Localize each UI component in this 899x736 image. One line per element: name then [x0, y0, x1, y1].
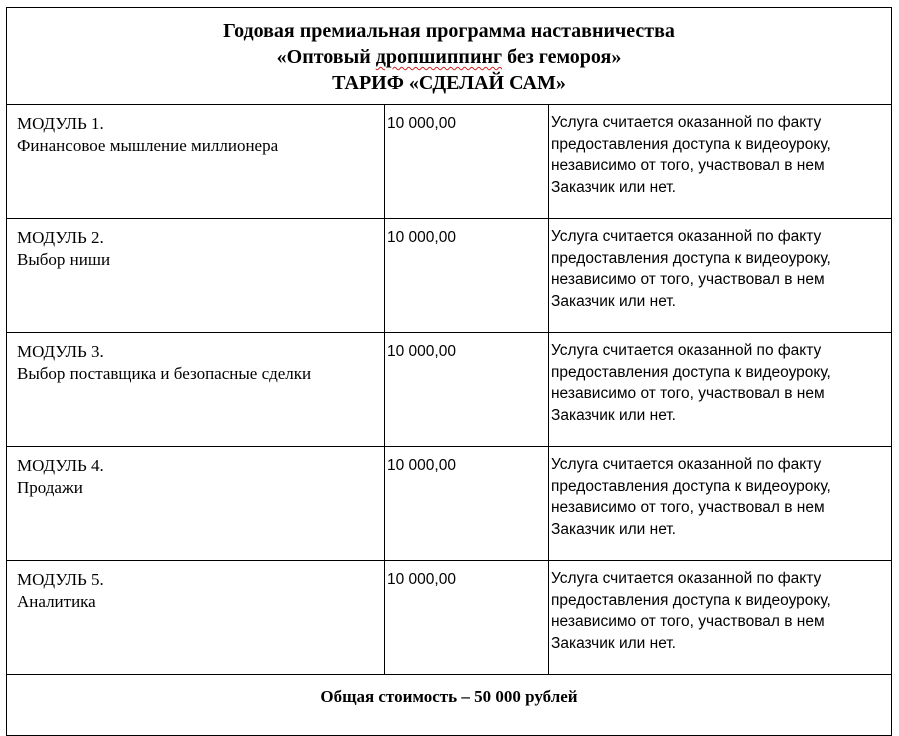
total-cell: [7, 675, 892, 736]
note-cell: Услуга считается оказанной по факту предоставления доступа к видеоуроку, независимо от того, участвовал в нем Заказчик или нет.: [549, 333, 892, 447]
title-cell: [7, 8, 892, 105]
module-number: МОДУЛЬ 5.: [17, 570, 104, 589]
note-cell: Услуга считается оказанной по факту предоставления доступа к видеоуроку, независимо от того, участвовал в нем Заказчик или нет.: [549, 561, 892, 675]
module-name: Выбор поставщика и безопасные сделки: [17, 364, 312, 383]
price-cell: 10 000,00: [385, 333, 549, 447]
title-line-1: Годовая премиальная программа наставничества: [223, 20, 675, 42]
pricing-table: [6, 7, 892, 736]
module-name: Аналитика: [17, 592, 96, 611]
spellcheck-word: дропшиппинг: [375, 46, 503, 68]
module-cell: [7, 333, 385, 447]
price-cell: 10 000,00: [385, 561, 549, 675]
total-text: Общая стоимость – 50 000 рублей: [320, 687, 578, 706]
note-cell: Услуга считается оказанной по факту предоставления доступа к видеоуроку, независимо от того, участвовал в нем Заказчик или нет.: [549, 105, 892, 219]
module-name: Финансовое мышление миллионера: [17, 136, 279, 155]
module-cell: [7, 561, 385, 675]
price-cell: 10 000,00: [385, 447, 549, 561]
module-cell: [7, 219, 385, 333]
module-name: Выбор ниши: [17, 250, 111, 269]
price-cell: 10 000,00: [385, 105, 549, 219]
module-number: МОДУЛЬ 3.: [17, 342, 104, 361]
module-cell: [7, 105, 385, 219]
price-cell: 10 000,00: [385, 219, 549, 333]
module-row-3: [7, 333, 892, 447]
note-cell: Услуга считается оказанной по факту предоставления доступа к видеоуроку, независимо от того, участвовал в нем Заказчик или нет.: [549, 447, 892, 561]
module-name: Продажи: [17, 478, 83, 497]
module-number: МОДУЛЬ 1.: [17, 114, 104, 133]
module-row-5: [7, 561, 892, 675]
total-row: [7, 675, 892, 736]
title-line-2-suffix: без гемороя»: [502, 46, 622, 68]
module-row-4: [7, 447, 892, 561]
module-row-1: [7, 105, 892, 219]
note-cell: Услуга считается оказанной по факту предоставления доступа к видеоуроку, независимо от того, участвовал в нем Заказчик или нет.: [549, 219, 892, 333]
title-line-2-prefix: «Оптовый: [276, 46, 376, 68]
module-number: МОДУЛЬ 2.: [17, 228, 104, 247]
module-row-2: [7, 219, 892, 333]
module-cell: [7, 447, 385, 561]
title-line-3: ТАРИФ «СДЕЛАЙ САМ»: [332, 72, 566, 94]
title-row: [7, 8, 892, 105]
module-number: МОДУЛЬ 4.: [17, 456, 104, 475]
title-line-2: [7, 44, 891, 70]
